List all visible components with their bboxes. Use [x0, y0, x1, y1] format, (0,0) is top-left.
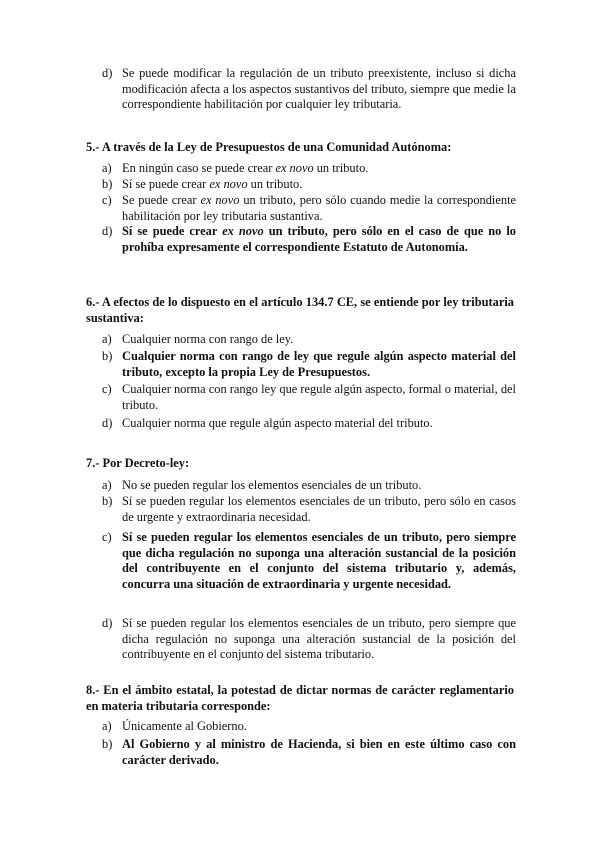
option-text: Sí se puede crear ex novo un tributo, pero sólo en el caso de que no lo prohíba expresamente el correspondiente Estatuto de Autonomía. [122, 224, 517, 254]
option-label: b) [102, 349, 113, 363]
option-text: Sí se pueden regular los elementos esenciales de un tributo, pero siempre que dicha regulación no suponga una alteración sustancial de la posición del contribuyente en el conjunto del sistema tributario y, además, concurra una situación de extraordinaria y urgente necesidad. [122, 530, 516, 591]
option-text: No se pueden regular los elementos esenciales de un tributo. [122, 478, 422, 492]
question-6-title: 6.- A efectos de lo dispuesto en el artículo 134.7 CE, se entiende por ley tributaria sustantiva: [86, 295, 514, 325]
question-5-option-c [86, 193, 516, 224]
question-7-option-d [86, 616, 516, 663]
option-text: Cualquier norma con rango ley que regule algún aspecto, formal o material, del tributo. [122, 382, 516, 412]
question-7-option-c [86, 530, 516, 592]
option-label: a) [102, 719, 112, 733]
option-label: c) [102, 530, 112, 544]
option-text: Cualquier norma con rango de ley. [122, 332, 294, 346]
option-label: c) [102, 193, 112, 207]
option-label: d) [102, 66, 113, 80]
option-text: En ningún caso se puede crear ex novo un tributo. [122, 161, 369, 175]
option-label: a) [102, 161, 112, 175]
question-6-option-b [86, 349, 516, 380]
option-label: a) [102, 478, 112, 492]
option-label: b) [102, 494, 113, 508]
option-label: d) [102, 616, 113, 630]
question-6-option-c [86, 382, 516, 413]
option-text: Únicamente al Gobierno. [122, 719, 247, 733]
question-5-option-d [86, 224, 516, 255]
question-5-option-a [86, 161, 516, 177]
question-5-option-b [86, 177, 516, 193]
option-text: Al Gobierno y al ministro de Hacienda, si bien en este último caso con carácter derivado. [122, 737, 516, 767]
option-text: Cualquier norma con rango de ley que regule algún aspecto material del tributo, excepto la propia Ley de Presupuestos. [122, 349, 516, 379]
question-6-option-a [86, 332, 516, 348]
option-label: a) [102, 332, 112, 346]
question-7-title: 7.- Por Decreto-ley: [86, 456, 190, 470]
option-label: d) [102, 416, 113, 430]
option-text: Sí se puede crear ex novo un tributo. [122, 177, 303, 191]
question-5-title: 5.- A través de la Ley de Presupuestos de una Comunidad Autónoma: [86, 140, 452, 154]
question-7-option-a [86, 478, 516, 494]
option-label: c) [102, 382, 112, 396]
option-text: Cualquier norma que regule algún aspecto material del tributo. [122, 416, 433, 430]
option-text: Sí se pueden regular los elementos esenciales de un tributo, pero sólo en casos de urgente y extraordinaria necesidad. [122, 494, 516, 524]
question-7-option-b [86, 494, 516, 525]
question-6-option-d [86, 416, 516, 432]
question-8-option-b [86, 737, 516, 768]
question-4-option-d [86, 66, 516, 113]
option-text: Se puede modificar la regulación de un tributo preexistente, incluso si dicha modificación afecta a los aspectos sustantivos del tributo, siempre que medie la correspondiente habilitación por cualquier ley tributaria. [122, 66, 516, 112]
option-label: d) [102, 224, 113, 238]
option-label: b) [102, 177, 113, 191]
option-text: Sí se pueden regular los elementos esenciales de un tributo, pero siempre que dicha regulación no suponga una alteración sustancial de la posición del contribuyente en el conjunto del sistema tributario. [122, 616, 516, 662]
question-8-title: 8.- En el ámbito estatal, la potestad de dictar normas de carácter reglamentario en materia tributaria corresponde: [86, 683, 514, 713]
option-text: Se puede crear ex novo un tributo, pero sólo cuando medie la correspondiente habilitación por ley tributaria sustantiva. [122, 193, 517, 223]
option-label: b) [102, 737, 113, 751]
question-8-option-a [86, 719, 516, 735]
